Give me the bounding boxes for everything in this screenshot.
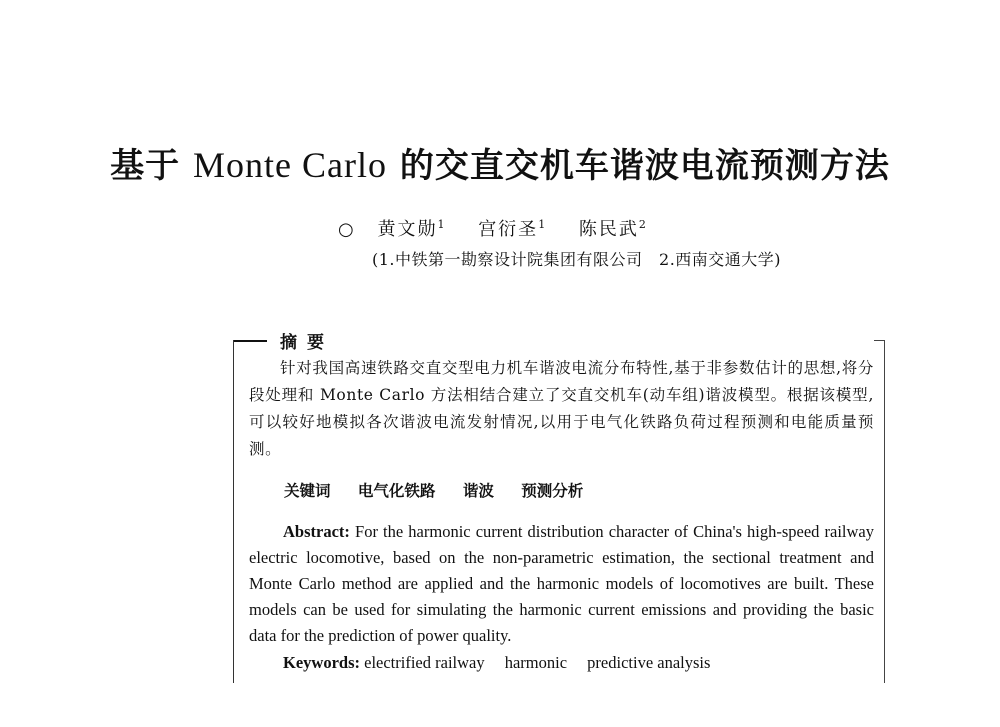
abstract-en-label: Abstract: [283, 522, 350, 541]
keyword-en-item: harmonic [504, 653, 568, 672]
abstract-frame-right [884, 340, 885, 683]
author-3 [579, 215, 646, 241]
author-affil-ref: 1 [538, 218, 546, 231]
author-marker-icon: ○ [338, 219, 354, 240]
author-affil-ref: 2 [638, 218, 646, 231]
keywords-cn [284, 479, 605, 501]
title-suffix: 的交直交机车谐波电流预测方法 [399, 146, 890, 186]
author-line [338, 215, 674, 241]
author-name: 宫衍圣 [478, 219, 539, 240]
abstract-heading: 摘要 [280, 333, 334, 353]
abstract-cn-text: 针对我国高速铁路交直交型电力机车谐波电流分布特性,基于非参数估计的思想,将分段处理和 Monte Carlo 方法相结合建立了交直交机车(动车组)谐波模型。根据该模型,可以较好地模拟各次谐波电流发射情况,以用于电气化铁路负荷过程预测和电能质量预测。 [249, 359, 874, 458]
abstract-en-text: For the harmonic current distribution character of China's high-speed railway electric locomotive, based on the non-parametric estimation, the sectional treatment and Monte Carlo method are applied and the harmonic models of locomotives are built. These models can be used for simulating the harmonic current emissions and providing the basic data for the prediction of power quality. [249, 522, 875, 645]
keyword-cn-item: 电气化铁路 [357, 482, 436, 500]
abstract-frame-rule [233, 340, 267, 342]
title-prefix: 基于 [110, 146, 181, 186]
keywords-en-label: Keywords: [283, 653, 360, 672]
author-name: 黄文勋 [377, 219, 438, 240]
author-2 [478, 215, 545, 241]
title-latin: Monte Carlo [193, 145, 387, 185]
keyword-en-item: predictive analysis [587, 653, 711, 672]
abstract-en [249, 519, 874, 649]
author-1 [377, 215, 444, 241]
keywords-cn-label: 关键词 [284, 482, 331, 500]
keywords-en [283, 653, 726, 673]
author-affil-ref: 1 [437, 218, 445, 231]
author-name: 陈民武 [578, 219, 639, 240]
keyword-cn-item: 谐波 [462, 482, 494, 500]
paper-title [0, 138, 1000, 187]
affiliations: (1.中铁第一勘察设计院集团有限公司 2.西南交通大学) [372, 250, 782, 269]
keyword-en-item: electrified railway [364, 653, 485, 672]
keyword-cn-item: 预测分析 [521, 482, 584, 500]
abstract-frame-left [233, 340, 234, 683]
abstract-frame-corner [874, 340, 884, 341]
